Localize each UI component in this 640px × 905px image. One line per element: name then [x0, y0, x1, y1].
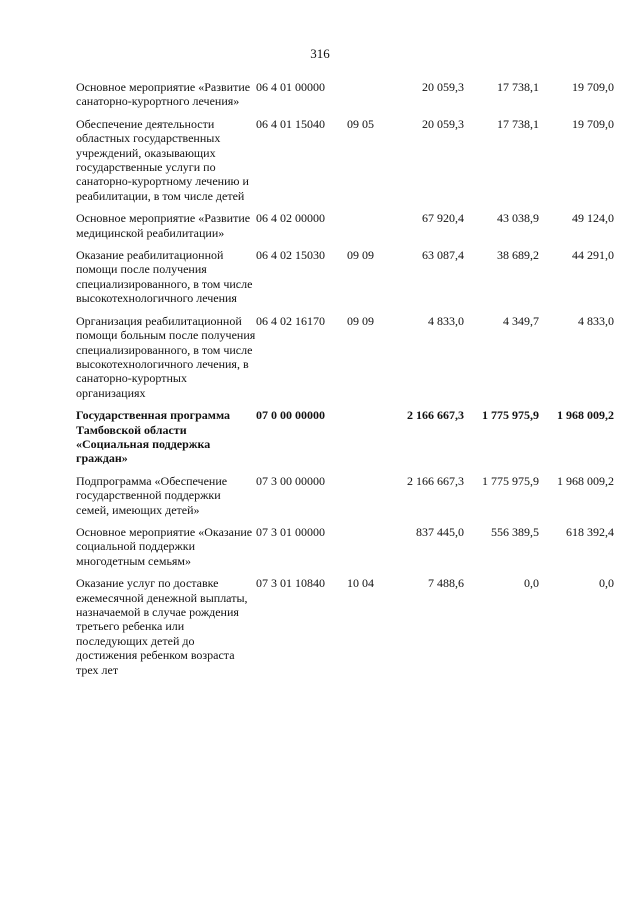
amount-year2-cell: 17 738,1	[497, 80, 539, 94]
target-article-code-cell: 06 4 02 16170	[256, 313, 325, 328]
section-subsection-cell	[347, 525, 389, 576]
row-name-cell: Оказание реабилитационной помощи после получения специализированного, в том числе высокотехнологичного лечения	[76, 248, 253, 306]
amount-year2-cell: 43 038,9	[497, 211, 539, 226]
amount-year3-cell: 19 709,0	[572, 116, 614, 131]
row-name-cell: Обеспечение деятельности областных государственных учреждений, оказывающих государственные услуги по санаторно-курортному лечению и реабилитации, в том числе детей	[76, 116, 249, 203]
amount-year1-cell: 20 059,3	[422, 116, 464, 131]
amount-year1-cell: 837 445,0	[416, 524, 464, 539]
section-subsection-cell: 09 05	[347, 116, 374, 131]
table-row	[76, 211, 614, 248]
amount-year1-cell: 2 166 667,3	[407, 473, 464, 488]
row-name-cell: Основное мероприятие «Оказание социальной поддержки многодетным семьям»	[76, 524, 253, 568]
table-row	[76, 576, 614, 685]
amount-year1-cell: 67 920,4	[422, 211, 464, 226]
table-row	[76, 314, 614, 408]
row-name-cell: Основное мероприятие «Развитие санаторно-курортного лечения»	[76, 80, 251, 109]
table-row	[76, 117, 614, 211]
amount-year2-cell: 4 349,7	[503, 313, 539, 328]
section-subsection-cell	[347, 474, 389, 525]
budget-table	[76, 80, 614, 685]
section-subsection-cell	[347, 80, 389, 117]
target-article-code-cell: 06 4 01 00000	[256, 80, 325, 94]
amount-year1-cell: 2 166 667,3	[407, 408, 464, 423]
amount-year1-cell: 63 087,4	[422, 248, 464, 263]
amount-year3-cell: 0,0	[599, 576, 614, 591]
amount-year2-cell: 17 738,1	[497, 116, 539, 131]
page-number: 316	[310, 46, 330, 61]
amount-year3-cell: 1 968 009,2	[557, 408, 614, 423]
amount-year3-cell: 49 124,0	[572, 211, 614, 226]
section-subsection-cell: 10 04	[347, 576, 374, 591]
amount-year3-cell: 618 392,4	[566, 524, 614, 539]
table-row	[76, 525, 614, 576]
amount-year2-cell: 38 689,2	[497, 248, 539, 263]
table-row	[76, 408, 614, 474]
amount-year3-cell: 19 709,0	[572, 80, 614, 94]
amount-year2-cell: 556 389,5	[491, 524, 539, 539]
target-article-code-cell: 06 4 02 00000	[256, 211, 325, 226]
target-article-code-cell: 06 4 01 15040	[256, 116, 325, 131]
row-name-cell: Основное мероприятие «Развитие медицинской реабилитации»	[76, 211, 251, 240]
amount-year3-cell: 1 968 009,2	[557, 473, 614, 488]
target-article-code-cell: 07 3 01 00000	[256, 524, 325, 539]
target-article-code-cell: 07 3 00 00000	[256, 473, 325, 488]
amount-year3-cell: 44 291,0	[572, 248, 614, 263]
section-subsection-cell	[347, 211, 389, 248]
section-subsection-cell: 09 09	[347, 313, 374, 328]
budget-table-body	[76, 80, 614, 685]
target-article-code-cell: 07 0 00 00000	[256, 408, 325, 423]
amount-year3-cell: 4 833,0	[578, 313, 614, 328]
amount-year1-cell: 4 833,0	[428, 313, 464, 328]
amount-year2-cell: 0,0	[524, 576, 539, 591]
target-article-code-cell: 07 3 01 10840	[256, 576, 325, 591]
section-subsection-cell: 09 09	[347, 248, 374, 263]
row-name-cell: Государственная программа Тамбовской области «Социальная поддержка граждан»	[76, 408, 231, 466]
amount-year1-cell: 20 059,3	[422, 80, 464, 94]
target-article-code-cell: 06 4 02 15030	[256, 248, 325, 263]
table-row	[76, 248, 614, 314]
row-name-cell: Организация реабилитационной помощи больным после получения специализированного, в том числе высокотехнологичного лечения, в санаторно-курортных организациях	[76, 313, 256, 400]
amount-year1-cell: 7 488,6	[428, 576, 464, 591]
table-row	[76, 80, 614, 117]
row-name-cell: Подпрограмма «Обеспечение государственной поддержки семей, имеющих детей»	[76, 473, 228, 517]
amount-year2-cell: 1 775 975,9	[482, 408, 539, 423]
section-subsection-cell	[347, 408, 389, 474]
amount-year2-cell: 1 775 975,9	[482, 473, 539, 488]
table-row	[76, 474, 614, 525]
row-name-cell: Оказание услуг по доставке ежемесячной денежной выплаты, назначаемой в случае рождения третьего ребенка или последующих детей до достижения ребенком возраста трех лет	[76, 576, 248, 677]
